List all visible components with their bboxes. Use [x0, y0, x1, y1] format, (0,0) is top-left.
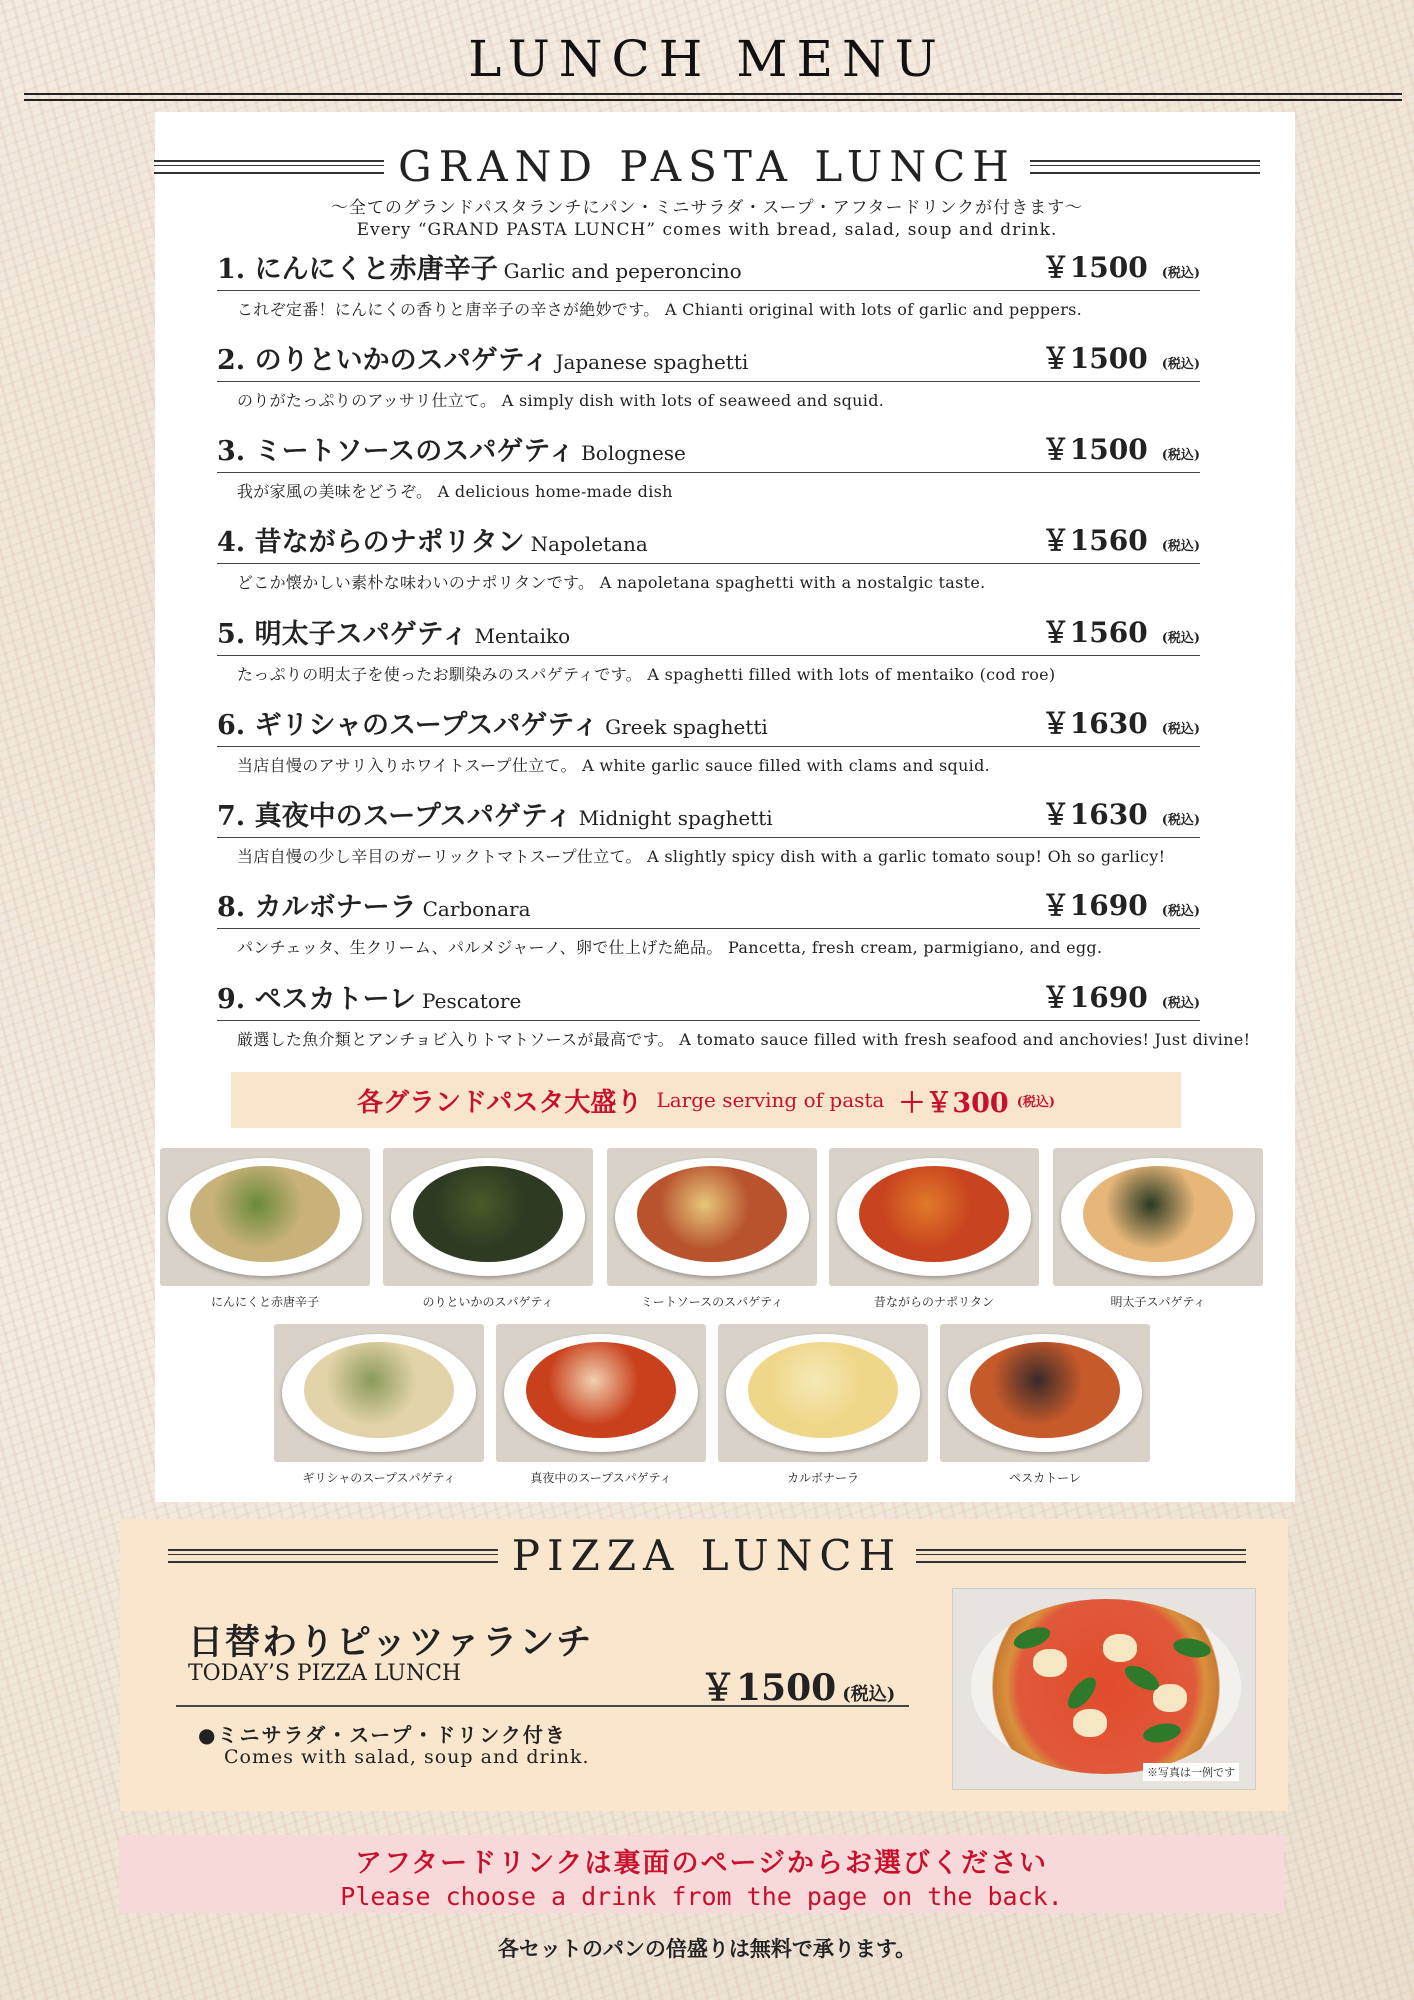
menu-item-name-en: Garlic and peperoncino — [503, 259, 742, 283]
menu-item-price-value: ￥1500 — [1041, 433, 1148, 466]
menu-item-name — [217, 703, 768, 742]
menu-item-name — [217, 338, 748, 377]
pasta-note-en: Every “GRAND PASTA LUNCH” comes with bread, salad, soup and drink. — [356, 220, 1058, 240]
photo-caption: カルボナーラ — [786, 1471, 859, 1485]
menu-item-name — [217, 977, 521, 1016]
menu-item-description: のりがたっぷりのアッサリ仕立て。 A simply dish with lots of seaweed and squid. — [237, 391, 885, 410]
menu-item-header — [217, 708, 1200, 747]
photo-caption: ギリシャのスープスパゲティ — [302, 1471, 456, 1485]
photo-caption: のりといかのスパゲティ — [422, 1295, 554, 1309]
menu-item-description: たっぷりの明太子を使ったお馴染みのスパゲティです。 A spaghetti filled with lots of mentaiko (cod roe) — [237, 665, 1056, 684]
menu-item-name-jp: 9. ペスカトーレ — [217, 984, 417, 1015]
tax-label: (税込) — [842, 1684, 896, 1705]
menu-item — [217, 981, 1251, 1050]
photo-disclaimer: ※写真は一例です — [1143, 1763, 1239, 1781]
footer-note: 各セットのパンの倍盛りは無料で承ります。 — [497, 1936, 917, 1961]
menu-item-header — [217, 799, 1200, 838]
pasta-dish-image — [637, 1166, 787, 1262]
photo-caption: 昔ながらのナポリタン — [873, 1295, 994, 1309]
tax-label: (税込) — [1161, 539, 1200, 554]
drink-note-en: Please choose a drink from the page on the back. — [340, 1882, 1063, 1911]
menu-item-price-value: ￥1500 — [1041, 251, 1148, 284]
title-divider — [24, 93, 1402, 95]
menu-item-price — [1042, 246, 1200, 286]
photo-caption: にんにくと赤唐辛子 — [210, 1295, 319, 1309]
menu-item-name — [217, 247, 742, 286]
tax-label: (税込) — [1161, 904, 1200, 919]
pizza-topping — [1103, 1634, 1137, 1662]
menu-item-description: 当店自慢の少し辛目のガーリックトマトスープ仕立て。 A slightly spicy dish with a garlic tomato soup! Oh so garlicy! — [237, 847, 1166, 866]
tax-label: (税込) — [1016, 1094, 1056, 1110]
menu-item-description: 厳選した魚介類とアンチョビ入りトマトソースが最高です。 A tomato sauce filled with fresh seafood and anchovies! Just divine! — [237, 1030, 1251, 1049]
pizza-title-en: TODAY’S PIZZA LUNCH — [188, 1661, 462, 1686]
menu-item-header — [217, 890, 1200, 929]
pizza-note-jp: ●ミニサラダ・スープ・ドリンク付き — [198, 1723, 567, 1747]
pasta-photo — [1053, 1148, 1263, 1286]
menu-item-name-en: Bolognese — [581, 441, 686, 465]
pasta-dish-image — [859, 1166, 1009, 1262]
title-divider — [24, 99, 1402, 101]
menu-item-name — [217, 429, 686, 468]
tax-label: (税込) — [1161, 448, 1200, 463]
menu-item-name-jp: 2. のりといかのスパゲティ — [217, 345, 550, 376]
pasta-photo — [160, 1148, 370, 1286]
tax-label: (税込) — [1161, 266, 1200, 281]
large-serving-jp: 各グランドパスタ大盛り — [356, 1087, 643, 1118]
menu-item — [217, 343, 1200, 411]
tax-label: (税込) — [1161, 813, 1200, 828]
pizza-topping — [1073, 1709, 1107, 1737]
pasta-photo — [496, 1324, 706, 1462]
menu-item-header — [217, 434, 1200, 473]
pasta-heading — [0, 142, 1414, 191]
pizza-heading — [0, 1531, 1414, 1580]
heading-rule-right — [916, 1549, 1246, 1563]
pasta-heading-text: GRAND PASTA LUNCH — [398, 142, 1016, 191]
tax-label: (税込) — [1161, 631, 1200, 646]
large-serving-en: Large serving of pasta — [656, 1088, 885, 1112]
pizza-topping — [1033, 1649, 1067, 1677]
page-title: LUNCH MENU — [468, 30, 946, 88]
menu-item-name — [217, 612, 570, 651]
photo-caption: 明太子スパゲティ — [1110, 1295, 1206, 1309]
pasta-dish-image — [190, 1166, 340, 1262]
menu-item-price — [1042, 337, 1200, 377]
pizza-title-jp: 日替わりピッツァランチ — [188, 1622, 594, 1663]
menu-item-header — [217, 617, 1200, 656]
menu-item-description: 当店自慢のアサリ入りホワイトスープ仕立て。 A white garlic sauce filled with clams and squid. — [237, 756, 991, 775]
menu-item-price-value: ￥1690 — [1041, 889, 1148, 922]
pizza-divider — [176, 1705, 909, 1707]
pasta-dish-image — [304, 1342, 454, 1438]
pasta-note-jp: ～全てのグランドパスタランチにパン・ミニサラダ・スープ・アフタードリンクが付きます～ — [330, 198, 1084, 218]
pasta-photo — [940, 1324, 1150, 1462]
menu-item — [217, 708, 1200, 776]
menu-item-price — [1042, 976, 1200, 1016]
menu-item-price-value: ￥1560 — [1041, 616, 1148, 649]
pizza-note-en: Comes with salad, soup and drink. — [224, 1746, 590, 1768]
pizza-topping — [1153, 1684, 1187, 1712]
pasta-dish-image — [526, 1342, 676, 1438]
pizza-heading-text: PIZZA LUNCH — [511, 1531, 903, 1580]
menu-item — [217, 617, 1200, 685]
menu-item-name-jp: 1. にんにくと赤唐辛子 — [217, 254, 498, 285]
menu-item-name-jp: 7. 真夜中のスープスパゲティ — [217, 801, 573, 832]
menu-item-name — [217, 794, 773, 833]
menu-item-header — [217, 525, 1200, 564]
pasta-photo — [607, 1148, 817, 1286]
menu-item-header — [217, 252, 1200, 291]
pasta-photo — [718, 1324, 928, 1462]
menu-item-name — [217, 885, 531, 924]
menu-item — [217, 799, 1200, 867]
photo-caption: ペスカトーレ — [1009, 1471, 1081, 1485]
drink-banner — [119, 1835, 1284, 1913]
tax-label: (税込) — [1161, 996, 1200, 1011]
menu-item-name-en: Mentaiko — [474, 624, 571, 648]
pasta-dish-image — [748, 1342, 898, 1438]
pasta-dish-image — [970, 1342, 1120, 1438]
menu-item — [217, 252, 1200, 320]
menu-item-price-value: ￥1630 — [1041, 707, 1148, 740]
menu-item-name-en: Midnight spaghetti — [578, 806, 773, 830]
menu-item-price — [1042, 519, 1200, 559]
menu-item-description: これぞ定番！にんにくの香りと唐辛子の辛さが絶妙です。 A Chianti original with lots of garlic and peppers. — [237, 300, 1083, 319]
menu-item-price-value: ￥1560 — [1041, 524, 1148, 557]
menu-item-price — [1042, 793, 1200, 833]
pasta-dish-image — [1083, 1166, 1233, 1262]
menu-item-name-jp: 8. カルボナーラ — [217, 892, 417, 923]
menu-item-name-en: Napoletana — [530, 532, 648, 556]
pasta-photo — [383, 1148, 593, 1286]
large-serving-price: ＋￥300 — [898, 1087, 1009, 1119]
photo-caption: ミートソースのスパゲティ — [640, 1295, 784, 1309]
heading-rule-left — [154, 160, 384, 174]
large-serving-banner — [231, 1072, 1181, 1128]
menu-item-price-value: ￥1630 — [1041, 798, 1148, 831]
tax-label: (税込) — [1161, 357, 1200, 372]
menu-item-price — [1042, 611, 1200, 651]
pasta-photo — [829, 1148, 1039, 1286]
pizza-photo — [952, 1588, 1256, 1790]
pizza-price-value: ￥1500 — [700, 1667, 837, 1709]
menu-item-price — [1042, 702, 1200, 742]
pizza-price — [700, 1660, 895, 1711]
menu-item-name-jp: 6. ギリシャのスープスパゲティ — [217, 710, 600, 741]
menu-item-header — [217, 982, 1200, 1021]
menu-item — [217, 890, 1200, 958]
pizza-image — [971, 1599, 1241, 1774]
menu-item-header — [217, 343, 1200, 382]
menu-item-description: 我が家風の美味をどうぞ。 A delicious home-made dish — [237, 482, 673, 501]
menu-item-price — [1042, 428, 1200, 468]
pasta-photo — [274, 1324, 484, 1462]
menu-item-name-en: Pescatore — [422, 989, 522, 1013]
menu-item-name-jp: 4. 昔ながらのナポリタン — [217, 527, 525, 558]
menu-item-name-jp: 3. ミートソースのスパゲティ — [217, 436, 576, 467]
menu-item-name-en: Carbonara — [422, 897, 531, 921]
menu-item-name — [217, 520, 648, 559]
menu-item-price-value: ￥1500 — [1041, 342, 1148, 375]
menu-item-name-en: Greek spaghetti — [605, 715, 768, 739]
heading-rule-right — [1030, 160, 1260, 174]
menu-item-price — [1042, 884, 1200, 924]
menu-item-price-value: ￥1690 — [1041, 981, 1148, 1014]
menu-item-description: パンチェッタ、生クリーム、パルメジャーノ、卵で仕上げた絶品。 Pancetta, fresh cream, parmigiano, and egg. — [237, 938, 1103, 957]
menu-item-name-en: Japanese spaghetti — [555, 350, 749, 374]
tax-label: (税込) — [1161, 722, 1200, 737]
menu-item — [217, 434, 1200, 502]
menu-item-name-jp: 5. 明太子スパゲティ — [217, 619, 469, 650]
menu-item-description: どこか懐かしい素朴な味わいのナポリタンです。 A napoletana spaghetti with a nostalgic taste. — [237, 573, 986, 592]
menu-item — [217, 525, 1200, 593]
pasta-dish-image — [413, 1166, 563, 1262]
heading-rule-left — [168, 1549, 498, 1563]
photo-caption: 真夜中のスープスパゲティ — [530, 1471, 672, 1485]
drink-note-jp: アフタードリンクは裏面のページからお選びください — [354, 1848, 1049, 1879]
